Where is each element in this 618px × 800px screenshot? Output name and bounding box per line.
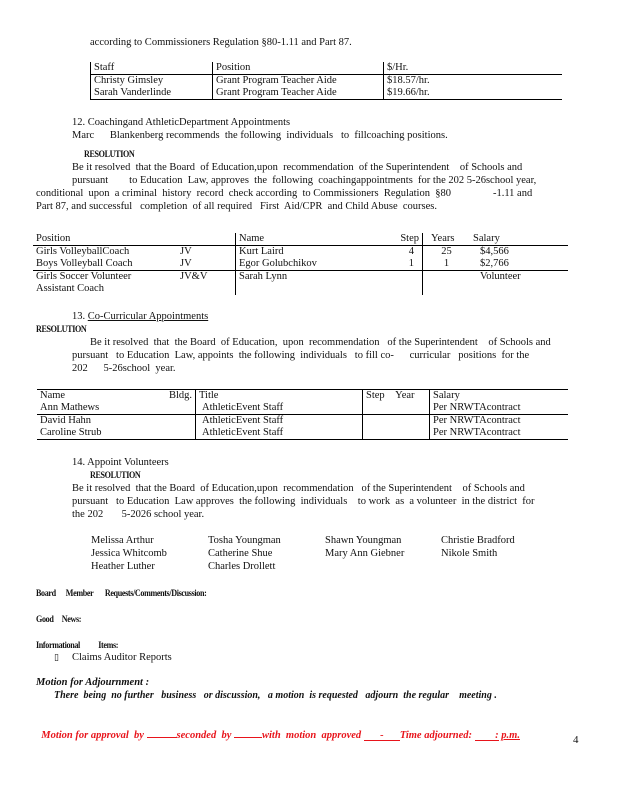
table-row xyxy=(91,75,563,88)
section-13-para-line2: pursuant to Education Law, appoints the following individuals to fill co- curricular positions for the xyxy=(72,350,530,361)
coach-salary: $4,566 xyxy=(480,246,509,257)
volunteers-list xyxy=(91,535,515,574)
section-12-para-line1: Be it resolved that the Board of Education,upon recommendation of the Superintendent of Schools and xyxy=(72,162,523,173)
coach-name: Sarah Lynn xyxy=(236,271,383,296)
header-years: Years xyxy=(423,233,471,246)
good-news-heading: Good News: xyxy=(36,614,82,624)
seconded-label: seconded by xyxy=(176,730,234,741)
informational-item-label: Claims Auditor Reports xyxy=(72,652,172,663)
section-13-para-line3: 202 5-26school year. xyxy=(72,363,176,374)
coaching-table xyxy=(33,233,568,295)
header-position: Position xyxy=(36,233,71,244)
section-12-para-line2: pursuant to Education Law, approves the following coachingappointments for the 202 5-26school year, xyxy=(72,175,537,186)
coach-position xyxy=(33,271,177,296)
table-row xyxy=(91,87,563,100)
cocurricular-step-year xyxy=(363,415,430,428)
table-row xyxy=(37,402,568,415)
pm-label: p.m. xyxy=(501,730,520,741)
table-header-row xyxy=(37,390,568,403)
cocurricular-title: AthleticEvent Staff xyxy=(196,427,363,440)
informational-item xyxy=(54,652,172,663)
header-rate: $/Hr. xyxy=(384,62,563,75)
vote-dash: - xyxy=(380,730,384,741)
cocurricular-name: David Hahn xyxy=(40,415,92,426)
section-12-para-line4: Part 87, and successful completion of all required First Aid/CPR and Child Abuse courses. xyxy=(36,201,437,212)
header-title: Title xyxy=(196,390,363,403)
header-name: Name xyxy=(236,233,383,246)
coach-years xyxy=(423,271,471,296)
header-step-year xyxy=(363,390,430,403)
coach-position-line2: Assistant Coach xyxy=(36,283,104,294)
volunteer-name: Heather Luther xyxy=(91,561,155,572)
coach-position: Girls VolleyballCoach xyxy=(36,246,130,257)
table-header-row xyxy=(33,233,568,246)
header-staff: Staff xyxy=(91,62,213,75)
informational-heading: Informational Items: xyxy=(36,640,119,650)
cocurricular-step-year xyxy=(363,402,430,415)
staff-rate: $19.66/hr. xyxy=(384,87,563,100)
with-motion-label: with motion approved xyxy=(262,730,364,741)
section-14-para-line3: the 202 5-2026 school year. xyxy=(72,509,205,520)
cocurricular-title: AthleticEvent Staff xyxy=(196,402,363,415)
cocurricular-name: Caroline Strub xyxy=(40,427,102,438)
cocurricular-name: Ann Mathews xyxy=(40,402,100,413)
bullet-icon: ▯ xyxy=(54,652,59,662)
section-12-recommend: Marc Blankenberg recommends the following individuals to fillcoaching positions. xyxy=(72,130,448,141)
section-13-heading-container xyxy=(72,311,208,322)
coach-level: JV&V xyxy=(180,271,208,282)
table-row xyxy=(33,271,568,296)
time-adjourned-label: Time adjourned: xyxy=(399,730,475,741)
section-14-para-line2: pursuant to Education Law approves the following individuals to work as a volunteer in the district for xyxy=(72,496,535,507)
cocurricular-bldg xyxy=(159,415,196,428)
volunteer-row xyxy=(91,535,515,548)
page-number: 4 xyxy=(573,734,579,746)
volunteer-name: Melissa Arthur xyxy=(91,535,154,546)
staff-position: Grant Program Teacher Aide xyxy=(213,75,384,88)
section-14-heading: 14. Appoint Volunteers xyxy=(72,457,169,468)
cocurricular-salary: Per NRWTAcontract xyxy=(430,402,569,415)
header-salary: Salary xyxy=(473,233,500,244)
cocurricular-salary: Per NRWTAcontract xyxy=(430,427,569,440)
volunteer-name: Tosha Youngman xyxy=(208,535,281,546)
coach-years: 25 xyxy=(423,246,471,259)
approval-by-blank[interactable] xyxy=(147,727,177,738)
volunteer-name: Christie Bradford xyxy=(441,535,515,546)
coach-step xyxy=(382,271,423,296)
staff-name: Sarah Vanderlinde xyxy=(91,87,213,100)
volunteer-name: Charles Drollett xyxy=(208,561,276,572)
section-12-resolution-label: RESOLUTION xyxy=(84,149,135,159)
coach-name: Egor Golubchikov xyxy=(236,258,383,271)
coach-position: Boys Volleyball Coach xyxy=(36,258,133,269)
coach-years: 1 xyxy=(423,258,471,271)
coach-salary: Volunteer xyxy=(480,271,521,282)
header-name: Name xyxy=(40,390,66,401)
section-14-para-line1: Be it resolved that the Board of Education,upon recommendation of the Superintendent of Schools and xyxy=(72,483,525,494)
intro-line: according to Commissioners Regulation §80-1.11 and Part 87. xyxy=(90,37,352,48)
section-12-para-line3: conditional upon a criminal history record check according to Commissioners Regulation §80 -1.11 and xyxy=(36,188,533,199)
coach-salary: $2,766 xyxy=(480,258,509,269)
volunteer-name: Mary Ann Giebner xyxy=(325,548,405,559)
section-13-resolution-label: RESOLUTION xyxy=(36,324,87,334)
adjournment-text: There being no further business or discussion, a motion is requested adjourn the regular meeting . xyxy=(54,690,497,701)
board-member-heading: Board Member Requests/Comments/Discussion: xyxy=(36,588,207,598)
seconded-by-blank[interactable] xyxy=(234,727,262,738)
staff-position: Grant Program Teacher Aide xyxy=(213,87,384,100)
coach-step: 4 xyxy=(408,246,414,257)
volunteer-name: Catherine Shue xyxy=(208,548,273,559)
header-level xyxy=(177,233,236,246)
table-row xyxy=(33,258,568,271)
volunteer-row xyxy=(91,548,515,561)
staff-name: Christy Gimsley xyxy=(91,75,213,88)
cocurricular-bldg xyxy=(159,427,196,440)
cocurricular-table xyxy=(37,389,568,440)
coach-step: 1 xyxy=(408,258,414,269)
header-year: Year xyxy=(395,390,415,401)
volunteer-name: Shawn Youngman xyxy=(325,535,402,546)
header-salary: Salary xyxy=(430,390,569,403)
section-13-para-line1: Be it resolved that the Board of Education, upon recommendation of the Superintendent of Schools and xyxy=(90,337,551,348)
coach-name: Kurt Laird xyxy=(236,246,383,259)
section-13-number: 13. xyxy=(72,311,88,322)
volunteer-name: Nikole Smith xyxy=(441,548,498,559)
coach-position-line1: Girls Soccer Volunteer xyxy=(36,271,132,282)
cocurricular-bldg xyxy=(159,402,196,415)
table-row xyxy=(37,427,568,440)
table-row xyxy=(37,415,568,428)
table-row xyxy=(33,246,568,259)
motion-label: Motion for approval by xyxy=(41,730,147,741)
cocurricular-step-year xyxy=(363,427,430,440)
cocurricular-salary: Per NRWTAcontract xyxy=(430,415,569,428)
header-position: Position xyxy=(213,62,384,75)
staff-rate: $18.57/hr. xyxy=(384,75,563,88)
header-step: Step xyxy=(400,233,419,244)
time-colon: : xyxy=(495,730,499,741)
vote-count-blank[interactable] xyxy=(364,730,400,741)
section-13-heading: Co-Curricular Appointments xyxy=(87,311,209,322)
coach-level: JV xyxy=(180,246,192,257)
staff-table xyxy=(90,62,562,100)
time-blank[interactable] xyxy=(475,730,499,741)
motion-approval-line xyxy=(36,716,520,741)
volunteer-name: Jessica Whitcomb xyxy=(91,548,167,559)
section-14-resolution-label: RESOLUTION xyxy=(90,470,141,480)
adjournment-heading: Motion for Adjournment : xyxy=(36,677,150,688)
section-12-heading: 12. Coachingand AthleticDepartment Appointments xyxy=(72,117,291,128)
table-header-row xyxy=(91,62,563,75)
header-bldg: Bldg. xyxy=(168,390,192,401)
coach-level: JV xyxy=(180,258,192,269)
header-step: Step xyxy=(366,390,385,401)
cocurricular-title: AthleticEvent Staff xyxy=(196,415,363,428)
volunteer-row xyxy=(91,561,515,574)
